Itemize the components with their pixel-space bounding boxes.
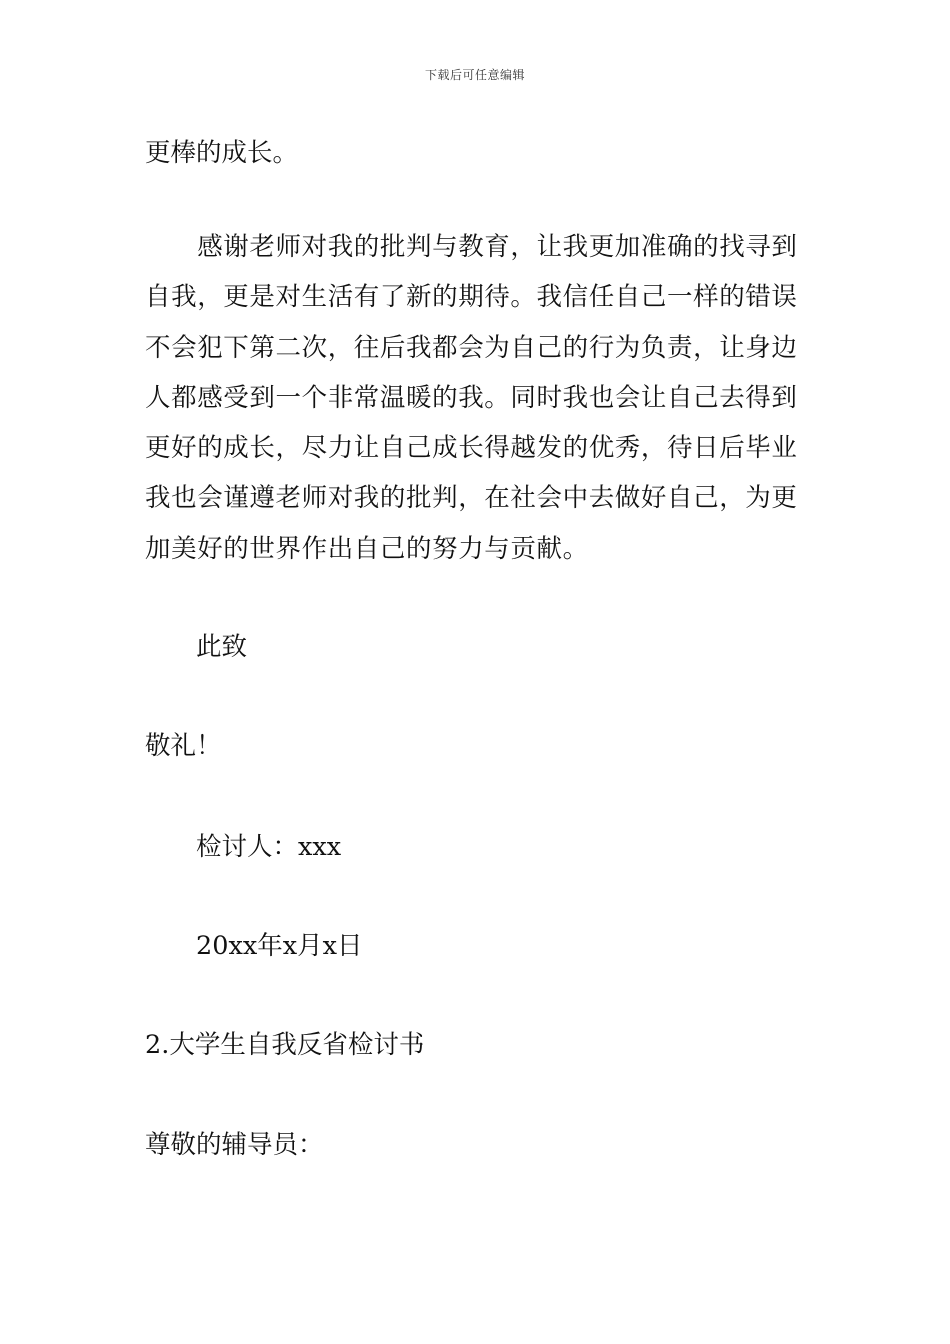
paragraph-line: 不会犯下第二次，往后我都会为自己的行为负责，让身边 — [145, 332, 798, 363]
paragraph-line: 我也会谨遵老师对我的批判，在社会中去做好自己，为更 — [145, 483, 798, 514]
paragraph-line: 加美好的世界作出自己的努力与贡献。 — [145, 533, 589, 564]
paragraph-line: 人都感受到一个非常温暖的我。同时我也会让自己去得到 — [145, 382, 798, 413]
page-header: 下载后可任意编辑 — [424, 68, 525, 82]
paragraph-line: 更好的成长，尽力让自己成长得越发的优秀，待日后毕业 — [145, 433, 798, 464]
closing-cizhi: 此致 — [196, 632, 248, 662]
salutation: 尊敬的辅导员： — [145, 1130, 324, 1160]
closing-jingli: 敬礼！ — [145, 731, 222, 761]
opening-line: 更棒的成长。 — [145, 138, 299, 168]
signer-line: 检讨人：xxx — [196, 832, 342, 862]
body-paragraph — [145, 232, 815, 587]
paragraph-line: 自我，更是对生活有了新的期待。我信任自己一样的错误 — [145, 282, 798, 313]
paragraph-line: 感谢老师对我的批判与教育，让我更加准确的找寻到 — [145, 232, 798, 262]
date-line: 20xx年x月x日 — [196, 931, 363, 961]
section-title: 2.大学生自我反省检讨书 — [145, 1030, 425, 1060]
